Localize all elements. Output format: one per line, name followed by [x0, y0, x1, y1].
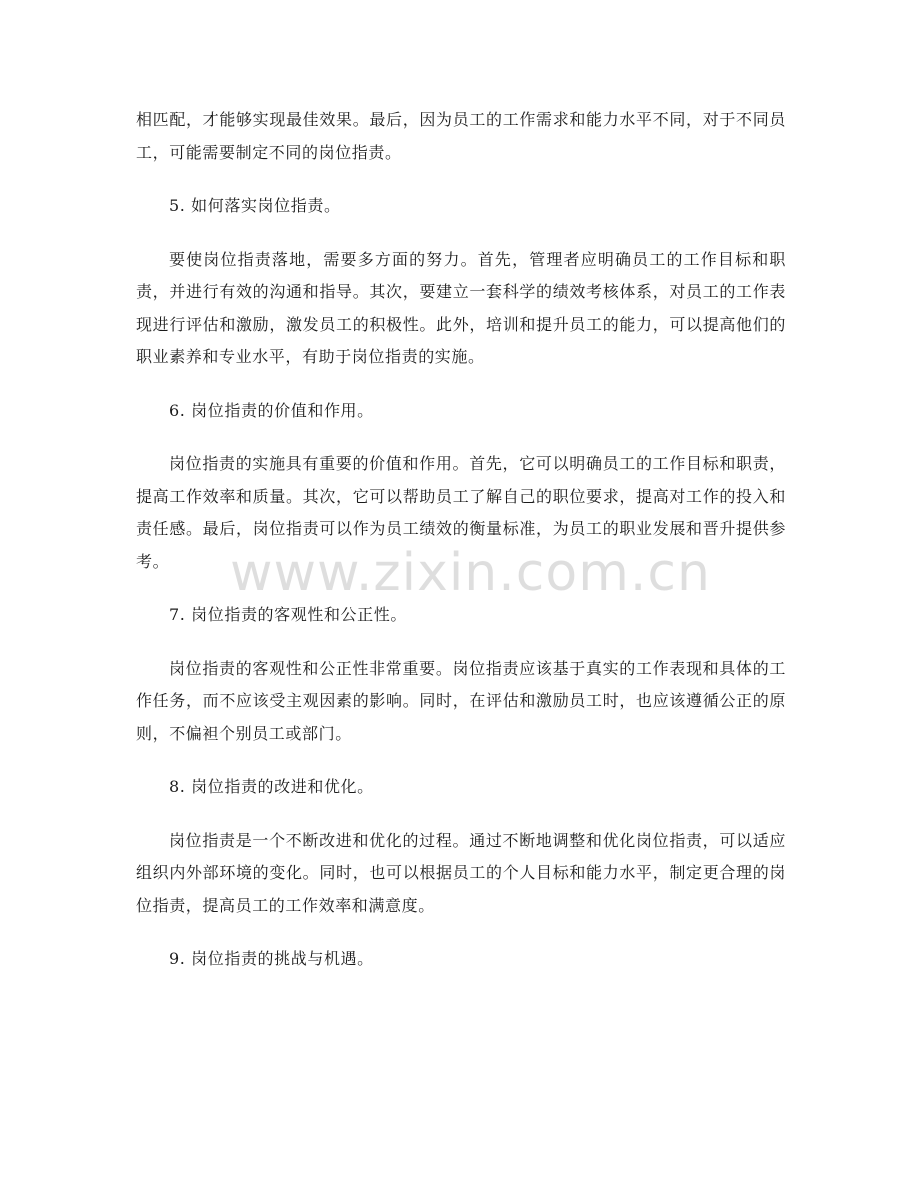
section-heading-6: 6. 岗位指责的价值和作用。	[169, 400, 374, 420]
section-heading-8: 8. 岗位指责的改进和优化。	[169, 777, 374, 796]
watermark: www.zixin.com.cn	[230, 543, 711, 603]
paragraph-intro-continued: 相匹配，才能够实现最佳效果。最后，因为员工的工作需求和能力水平不同，对于不同员工，可能需要制定不同的岗位指责。	[136, 110, 786, 162]
document-body	[136, 104, 786, 997]
paragraph-section-5: 要使岗位指责落地，需要多方面的努力。首先，管理者应明确员工的工作目标和职责，并进行有效的沟通和指导。其次，要建立一套科学的绩效考核体系，对员工的工作表现进行评估和激励，激发员工的积极性。此外，培训和提升员工的能力，可以提高他们的职业素养和专业水平，有助于岗位指责的实施。	[136, 249, 786, 366]
section-heading-5: 5. 如何落实岗位指责。	[169, 196, 341, 215]
paragraph-section-6: 岗位指责的实施具有重要的价值和作用。首先，它可以明确员工的工作目标和职责，提高工作效率和质量。其次，它可以帮助员工了解自己的职位要求，提高对工作的投入和责任感。最后，岗位指责可以作为员工绩效的衡量标准，为员工的职业发展和晋升提供参考。	[136, 454, 786, 571]
section-heading-9: 9. 岗位指责的挑战与机遇。	[169, 949, 374, 968]
paragraph-section-7: 岗位指责的客观性和公正性非常重要。岗位指责应该基于真实的工作表现和具体的工作任务，而不应该受主观因素的影响。同时，在评估和激励员工时，也应该遵循公正的原则，不偏袒个别员工或部门。	[136, 658, 786, 743]
paragraph-section-8: 岗位指责是一个不断改进和优化的过程。通过不断地调整和优化岗位指责，可以适应组织内外部环境的变化。同时，也可以根据员工的个人目标和能力水平，制定更合理的岗位指责，提高员工的工作效率和满意度。	[136, 830, 786, 915]
section-heading-7: 7. 岗位指责的客观性和公正性。	[169, 605, 407, 624]
